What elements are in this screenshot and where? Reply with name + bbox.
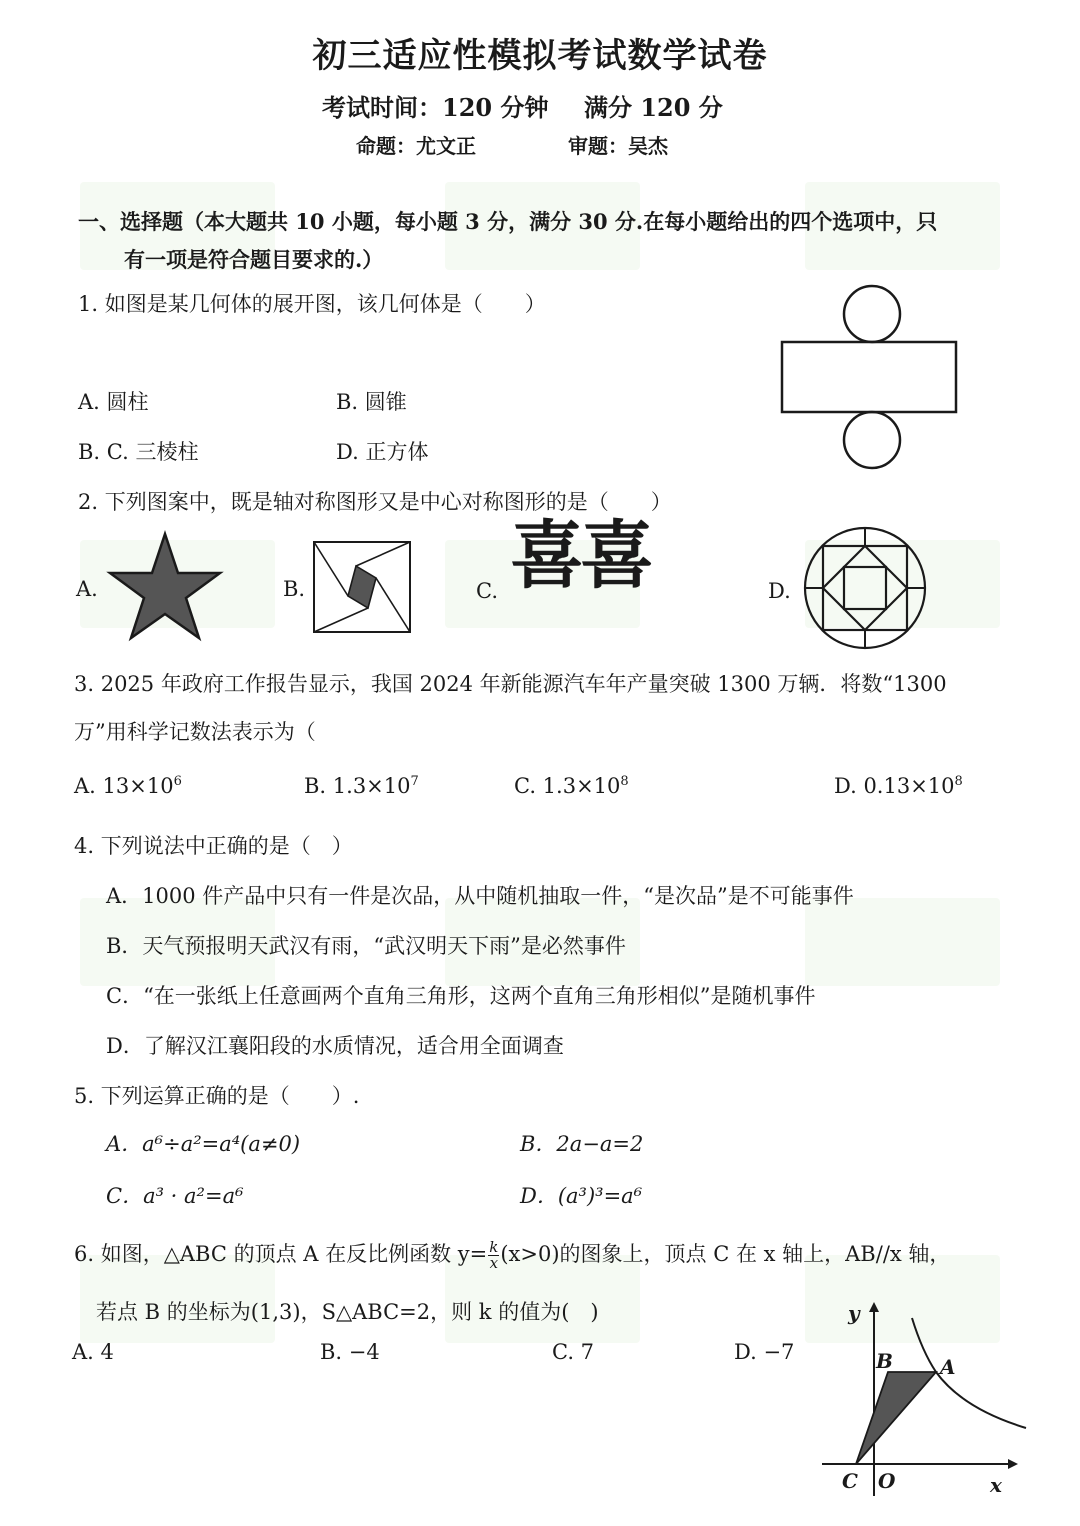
q1-option-c: B. C. 三棱柱	[78, 440, 199, 464]
q2-label-c: C.	[476, 579, 498, 603]
section-heading-line2: 有一项是符合题目要求的.）	[124, 247, 384, 272]
q4-stem: 4. 下列说法中正确的是（ ）	[74, 834, 353, 858]
q1-option-b: B. 圆锥	[336, 390, 407, 414]
q3-option-a: A. $13\times 10^6$	[74, 774, 182, 798]
q6-option-a: A. 4	[72, 1340, 114, 1364]
page-title: 初三适应性模拟考试数学试卷	[312, 36, 768, 76]
q2-label-a: A.	[76, 577, 98, 601]
q6-stem-line1: 6. 如图，△ABC 的顶点 A 在反比例函数 y= $\frac{k}{x}$ (x>0)的图象上，顶点 C 在 x 轴上，AB//x 轴，	[74, 1238, 951, 1272]
double-happiness-figure: 喜喜	[510, 513, 650, 599]
section-heading-line1: 一、选择题（本大题共 10 小题，每小题 3 分，满分 30 分.在每小题给出的四个选项中，只	[78, 209, 938, 234]
q3-option-c: C. $1.3\times 10^8$	[514, 774, 629, 798]
q3-stem-line1: 3. 2025 年政府工作报告显示，我国 2024 年新能源汽车年产量突破 1300 万辆．将数“1300	[74, 672, 947, 696]
origin-label: O	[878, 1469, 896, 1493]
author: 命题：尤文正	[356, 134, 476, 158]
q6-option-d: D. −7	[734, 1340, 795, 1364]
q1-option-a: A. 圆柱	[78, 390, 149, 414]
q2-label-b: B.	[283, 577, 306, 601]
q3-option-d: D. $0.13\times 10^8$	[834, 774, 963, 798]
circle-squares-figure	[798, 524, 932, 652]
q6-stem-line2: 若点 B 的坐标为(1,3)，S△ABC=2，则 k 的值为( )	[96, 1300, 599, 1324]
q4-option-c: C．“在一张纸上任意画两个直角三角形，这两个直角三角形相似”是随机事件	[106, 984, 816, 1008]
point-a-label: A	[940, 1355, 956, 1379]
reviewer: 审题：吴杰	[568, 134, 668, 158]
q4-option-a: A．1000 件产品中只有一件是次品，从中随机抽取一件，“是次品”是不可能事件	[106, 884, 854, 908]
q5-option-a: A．a⁶÷a²=a⁴(a≠0)	[106, 1132, 301, 1156]
point-c-label: C	[842, 1469, 858, 1493]
q5-option-b: B．2a−a=2	[520, 1132, 644, 1156]
q5-option-d: D．(a³)³=a⁶	[520, 1184, 643, 1208]
q2-stem: 2. 下列图案中，既是轴对称图形又是中心对称图形的是（ ）	[78, 490, 672, 514]
q2-label-d: D.	[768, 579, 791, 603]
exam-time: 考试时间：120 分钟	[322, 93, 549, 122]
star-figure	[102, 530, 228, 642]
q4-option-b: B．天气预报明天武汉有雨，“武汉明天下雨”是必然事件	[106, 934, 626, 958]
q3-option-b: B. $1.3\times 10^7$	[304, 774, 419, 798]
axis-y-label: y	[848, 1301, 860, 1325]
q1-stem: 1. 如图是某几何体的展开图，该几何体是（ ）	[78, 292, 546, 316]
hyperbola-triangle-figure	[812, 1296, 1042, 1506]
q6-option-c: C. 7	[552, 1340, 595, 1364]
watermark	[805, 898, 1000, 986]
point-b-label: B	[876, 1349, 893, 1373]
axis-x-label: x	[990, 1473, 1002, 1497]
q3-stem-line2: 万”用科学记数法表示为（	[74, 720, 316, 744]
cylinder-net-figure	[770, 278, 970, 473]
full-score: 满分 120 分	[584, 93, 723, 122]
q5-option-c: C．a³ · a²=a⁶	[106, 1184, 244, 1208]
q4-option-d: D．了解汉江襄阳段的水质情况，适合用全面调查	[106, 1034, 564, 1058]
q6-option-b: B. −4	[320, 1340, 380, 1364]
q5-stem: 5. 下列运算正确的是（ ）.	[74, 1084, 360, 1108]
q1-option-d: D. 正方体	[336, 440, 429, 464]
square-pinwheel-figure	[310, 538, 414, 636]
